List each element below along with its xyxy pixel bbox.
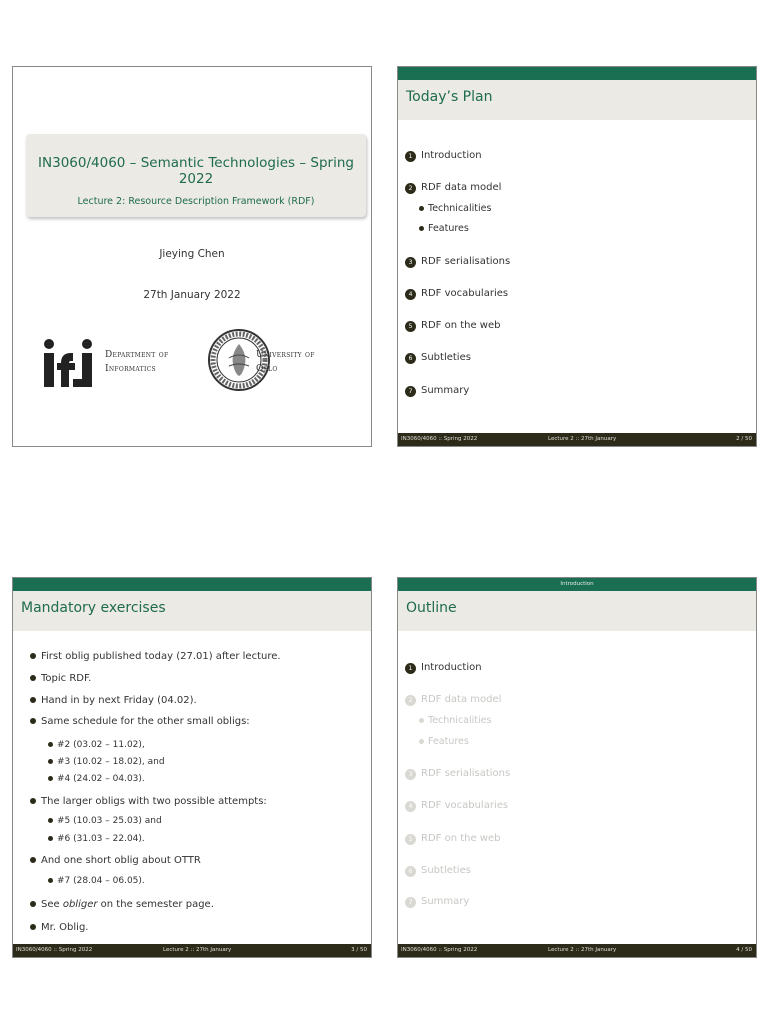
department-name: Department of Informatics <box>105 350 169 374</box>
slide-outline <box>397 577 757 958</box>
bullet-first-oblig: First oblig published today (27.01) after lecture. <box>30 650 281 663</box>
toc-item-rdf-vocabularies[interactable]: 4 RDF vocabularies <box>405 287 508 301</box>
subbullet-oblig-7: #7 (28.04 – 06.05). <box>48 875 145 887</box>
toc-item-rdf-on-the-web[interactable]: 5 RDF on the web <box>405 319 500 333</box>
frame-title: Outline <box>406 600 457 616</box>
slide-title <box>12 66 372 447</box>
bullet-mr-oblig: Mr. Oblig. <box>30 921 88 934</box>
author: Jieying Chen <box>159 248 225 260</box>
slide-footer: IN3060/4060 :: Spring 2022 Lecture 2 :: 27th January 3 / 50 <box>13 944 371 957</box>
page-number: 2 / 50 <box>736 436 752 442</box>
obliger-link[interactable]: obliger <box>62 899 98 910</box>
presentation-subtitle: Lecture 2: Resource Description Framework (RDF) <box>77 196 315 207</box>
toc-item-rdf-data-model[interactable]: 2 RDF data model <box>405 181 501 195</box>
subbullet-oblig-6: #6 (31.03 – 22.04). <box>48 833 145 845</box>
outline-subitem-technicalities[interactable]: Technicalities <box>419 714 491 727</box>
outline-item-subtleties[interactable]: 6 Subtleties <box>405 864 471 878</box>
slide-footer: IN3060/4060 :: Spring 2022 Lecture 2 :: 27th January 4 / 50 <box>398 944 756 957</box>
bullet-see-obliger: See obliger on the semester page. <box>30 898 214 911</box>
outline-item-introduction[interactable]: 1 Introduction <box>405 661 482 675</box>
frame-title: Mandatory exercises <box>21 600 166 616</box>
subbullet-oblig-5: #5 (10.03 – 25.03) and <box>48 815 162 827</box>
page-number: 4 / 50 <box>736 947 752 953</box>
toc-item-introduction[interactable]: 1 Introduction <box>405 149 482 163</box>
presentation-title: IN3060/4060 – Semantic Technologies – Spring 2022 <box>38 155 354 187</box>
bullet-larger-obligs: The larger obligs with two possible attempts: <box>30 795 267 808</box>
section-header-bar: Introduction <box>398 578 756 591</box>
outline-item-rdf-vocabularies[interactable]: 4 RDF vocabularies <box>405 799 508 813</box>
bullet-topic: Topic RDF. <box>30 672 91 685</box>
section-header-bar <box>398 67 756 80</box>
slide-mandatory-exercises <box>12 577 372 958</box>
bullet-hand-in: Hand in by next Friday (04.02). <box>30 694 197 707</box>
bullet-schedule: Same schedule for the other small obligs: <box>30 715 250 728</box>
subbullet-oblig-4: #4 (24.02 – 04.03). <box>48 773 145 785</box>
toc-item-summary[interactable]: 7 Summary <box>405 384 469 398</box>
slide-todays-plan <box>397 66 757 447</box>
university-name: University of Oslo <box>256 350 315 374</box>
section-header-bar <box>13 578 371 591</box>
subbullet-oblig-3: #3 (10.02 – 18.02), and <box>48 756 165 768</box>
outline-item-summary[interactable]: 7 Summary <box>405 895 469 909</box>
subbullet-oblig-2: #2 (03.02 – 11.02), <box>48 739 145 751</box>
title-box <box>26 134 366 217</box>
outline-subitem-features[interactable]: Features <box>419 735 469 748</box>
slide-footer: IN3060/4060 :: Spring 2022 Lecture 2 :: 27th January 2 / 50 <box>398 433 756 446</box>
toc-item-subtleties[interactable]: 6 Subtleties <box>405 351 471 365</box>
toc-subitem-technicalities[interactable]: Technicalities <box>419 202 491 215</box>
toc-subitem-features[interactable]: Features <box>419 222 469 235</box>
page-number: 3 / 50 <box>351 947 367 953</box>
bullet-ottr: And one short oblig about OTTR <box>30 854 201 867</box>
outline-item-rdf-serialisations[interactable]: 3 RDF serialisations <box>405 767 510 781</box>
outline-item-rdf-data-model[interactable]: 2 RDF data model <box>405 693 501 707</box>
toc-item-rdf-serialisations[interactable]: 3 RDF serialisations <box>405 255 510 269</box>
outline-item-rdf-on-the-web[interactable]: 5 RDF on the web <box>405 832 500 846</box>
frame-title: Today’s Plan <box>406 89 493 105</box>
date: 27th January 2022 <box>143 289 241 301</box>
ifi-logo <box>43 335 103 391</box>
